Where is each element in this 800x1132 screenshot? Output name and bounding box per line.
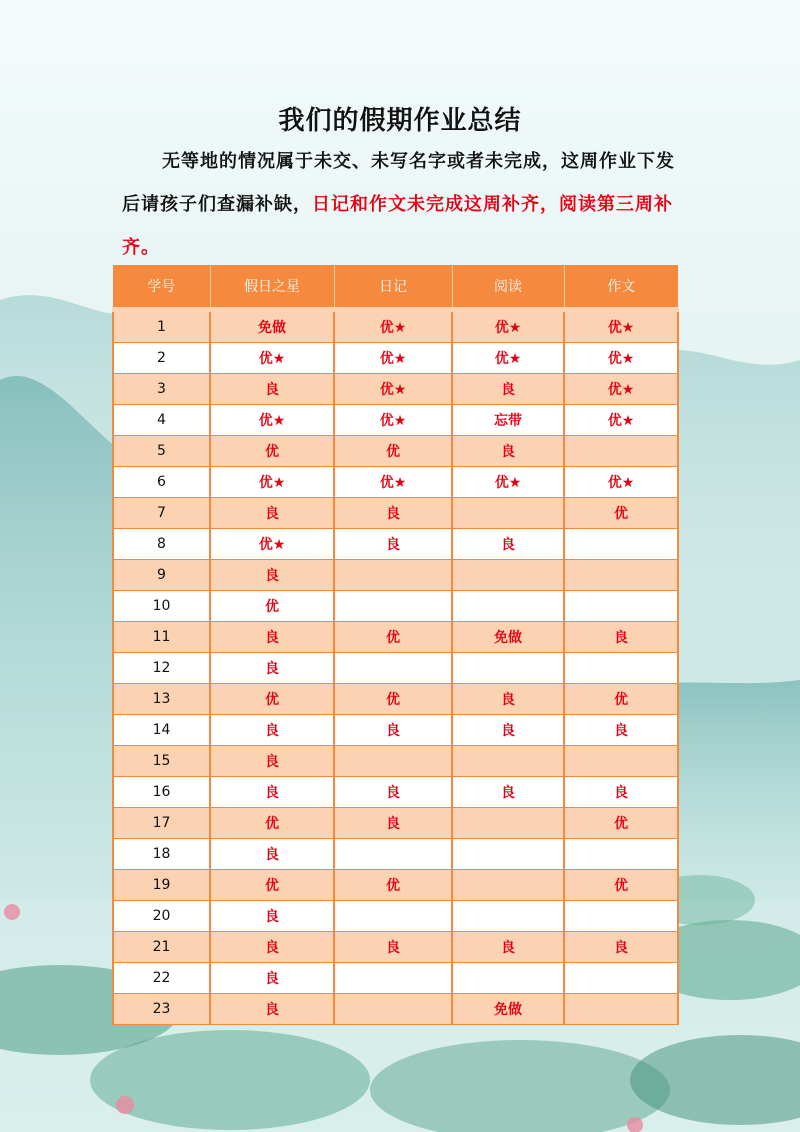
cell-student-number: 10 xyxy=(113,591,210,622)
cell-student-number: 3 xyxy=(113,374,210,405)
table-row xyxy=(113,839,678,870)
cell-student-number: 9 xyxy=(113,560,210,591)
cell-student-number: 4 xyxy=(113,405,210,436)
cell-composition xyxy=(564,994,678,1025)
table-row xyxy=(113,560,678,591)
cell-diary: 优 xyxy=(334,622,452,653)
cell-reading xyxy=(452,901,564,932)
cell-reading xyxy=(452,591,564,622)
table-row xyxy=(113,777,678,808)
table-row xyxy=(113,436,678,467)
cell-student-number: 16 xyxy=(113,777,210,808)
table-row xyxy=(113,622,678,653)
cell-holiday-star: 良 xyxy=(210,715,334,746)
cell-reading: 良 xyxy=(452,436,564,467)
cell-student-number: 8 xyxy=(113,529,210,560)
table-header-row xyxy=(113,265,678,310)
cell-holiday-star: 优 xyxy=(210,684,334,715)
cell-composition: 优 xyxy=(564,870,678,901)
cell-holiday-star: 优 xyxy=(210,436,334,467)
cell-diary xyxy=(334,901,452,932)
cell-student-number: 2 xyxy=(113,343,210,374)
cell-composition xyxy=(564,529,678,560)
cell-holiday-star: 免做 xyxy=(210,310,334,343)
table-row xyxy=(113,870,678,901)
cell-composition: 良 xyxy=(564,715,678,746)
table-row xyxy=(113,963,678,994)
cell-holiday-star: 良 xyxy=(210,498,334,529)
cell-holiday-star: 良 xyxy=(210,994,334,1025)
cell-reading: 优★ xyxy=(452,467,564,498)
cell-diary: 优★ xyxy=(334,374,452,405)
cell-holiday-star: 优★ xyxy=(210,467,334,498)
cell-reading: 良 xyxy=(452,684,564,715)
cell-diary: 优★ xyxy=(334,467,452,498)
cell-reading xyxy=(452,963,564,994)
cell-composition xyxy=(564,560,678,591)
cell-composition: 优★ xyxy=(564,467,678,498)
column-header-reading: 阅读 xyxy=(452,265,564,310)
table-row xyxy=(113,653,678,684)
cell-diary: 良 xyxy=(334,498,452,529)
table-row xyxy=(113,684,678,715)
cell-student-number: 17 xyxy=(113,808,210,839)
notice-text: 无等地的情况属于未交、未写名字或者未完成，这周作业下发后请孩子们查漏补缺， xyxy=(122,151,675,215)
cell-composition xyxy=(564,901,678,932)
table-row xyxy=(113,310,678,343)
cell-student-number: 21 xyxy=(113,932,210,963)
cell-holiday-star: 良 xyxy=(210,932,334,963)
cell-reading xyxy=(452,746,564,777)
cell-diary xyxy=(334,591,452,622)
cell-composition xyxy=(564,963,678,994)
cell-holiday-star: 良 xyxy=(210,746,334,777)
cell-reading: 优★ xyxy=(452,310,564,343)
cell-holiday-star: 优 xyxy=(210,808,334,839)
cell-diary xyxy=(334,963,452,994)
page-title: 我们的假期作业总结 xyxy=(278,106,522,136)
cell-diary xyxy=(334,994,452,1025)
cell-holiday-star: 优 xyxy=(210,870,334,901)
cell-holiday-star: 良 xyxy=(210,777,334,808)
cell-student-number: 20 xyxy=(113,901,210,932)
cell-reading: 良 xyxy=(452,715,564,746)
cell-holiday-star: 优 xyxy=(210,591,334,622)
cell-reading xyxy=(452,653,564,684)
cell-composition: 良 xyxy=(564,932,678,963)
cell-student-number: 13 xyxy=(113,684,210,715)
cell-composition xyxy=(564,436,678,467)
cell-student-number: 11 xyxy=(113,622,210,653)
cell-composition: 优 xyxy=(564,684,678,715)
cell-student-number: 18 xyxy=(113,839,210,870)
cell-composition: 优 xyxy=(564,498,678,529)
cell-student-number: 15 xyxy=(113,746,210,777)
cell-composition xyxy=(564,746,678,777)
cell-student-number: 12 xyxy=(113,653,210,684)
cell-holiday-star: 良 xyxy=(210,901,334,932)
cell-diary: 优 xyxy=(334,870,452,901)
cell-student-number: 19 xyxy=(113,870,210,901)
cell-composition: 优★ xyxy=(564,405,678,436)
cell-reading: 良 xyxy=(452,374,564,405)
cell-diary: 优 xyxy=(334,684,452,715)
cell-reading: 良 xyxy=(452,777,564,808)
cell-composition: 良 xyxy=(564,777,678,808)
cell-diary: 优★ xyxy=(334,343,452,374)
cell-diary: 良 xyxy=(334,529,452,560)
cell-diary xyxy=(334,746,452,777)
table-row xyxy=(113,591,678,622)
cell-composition xyxy=(564,653,678,684)
cell-holiday-star: 优★ xyxy=(210,405,334,436)
cell-reading xyxy=(452,560,564,591)
cell-composition: 优★ xyxy=(564,374,678,405)
table-row xyxy=(113,994,678,1025)
cell-diary: 优 xyxy=(334,436,452,467)
cell-diary xyxy=(334,653,452,684)
lotus-leaf xyxy=(630,1035,800,1125)
cell-diary: 优★ xyxy=(334,310,452,343)
cell-reading xyxy=(452,870,564,901)
homework-summary-table xyxy=(112,265,679,1025)
table-row xyxy=(113,715,678,746)
table-row xyxy=(113,343,678,374)
cell-reading xyxy=(452,839,564,870)
cell-holiday-star: 优★ xyxy=(210,343,334,374)
cell-holiday-star: 良 xyxy=(210,622,334,653)
table-row xyxy=(113,932,678,963)
cell-reading: 良 xyxy=(452,932,564,963)
cell-reading: 免做 xyxy=(452,622,564,653)
column-header-composition: 作文 xyxy=(564,265,678,310)
column-header-diary: 日记 xyxy=(334,265,452,310)
cell-reading xyxy=(452,808,564,839)
table-row xyxy=(113,746,678,777)
cell-diary: 良 xyxy=(334,808,452,839)
table-row xyxy=(113,498,678,529)
lotus-leaf xyxy=(370,1040,670,1132)
table-row xyxy=(113,901,678,932)
cell-composition: 良 xyxy=(564,622,678,653)
cell-holiday-star: 良 xyxy=(210,653,334,684)
cell-diary: 良 xyxy=(334,715,452,746)
cell-student-number: 1 xyxy=(113,310,210,343)
cell-student-number: 14 xyxy=(113,715,210,746)
cell-student-number: 22 xyxy=(113,963,210,994)
lotus-flower xyxy=(116,1096,134,1114)
cell-student-number: 5 xyxy=(113,436,210,467)
column-header-holiday-star: 假日之星 xyxy=(210,265,334,310)
cell-student-number: 7 xyxy=(113,498,210,529)
cell-composition: 优★ xyxy=(564,310,678,343)
cell-diary: 良 xyxy=(334,777,452,808)
cell-holiday-star: 良 xyxy=(210,963,334,994)
cell-reading: 优★ xyxy=(452,343,564,374)
cell-holiday-star: 良 xyxy=(210,560,334,591)
column-header-student-number: 学号 xyxy=(113,265,210,310)
notice-paragraph xyxy=(122,140,682,269)
cell-diary xyxy=(334,839,452,870)
cell-diary: 良 xyxy=(334,932,452,963)
cell-student-number: 23 xyxy=(113,994,210,1025)
table-row xyxy=(113,405,678,436)
lotus-leaf xyxy=(90,1030,370,1130)
cell-composition: 优 xyxy=(564,808,678,839)
cell-holiday-star: 良 xyxy=(210,839,334,870)
table-row xyxy=(113,808,678,839)
cell-reading: 免做 xyxy=(452,994,564,1025)
cell-composition: 优★ xyxy=(564,343,678,374)
cell-composition xyxy=(564,591,678,622)
cell-holiday-star: 良 xyxy=(210,374,334,405)
cell-diary xyxy=(334,560,452,591)
cell-composition xyxy=(564,839,678,870)
cell-student-number: 6 xyxy=(113,467,210,498)
cell-reading: 良 xyxy=(452,529,564,560)
table-row xyxy=(113,529,678,560)
cell-reading: 忘带 xyxy=(452,405,564,436)
table-row xyxy=(113,467,678,498)
lotus-flower xyxy=(4,904,20,920)
cell-reading xyxy=(452,498,564,529)
cell-diary: 优★ xyxy=(334,405,452,436)
notice-highlight: 日记和作文未完成这周补齐，阅读第三周补齐。 xyxy=(122,194,673,258)
cell-holiday-star: 优★ xyxy=(210,529,334,560)
table-row xyxy=(113,374,678,405)
